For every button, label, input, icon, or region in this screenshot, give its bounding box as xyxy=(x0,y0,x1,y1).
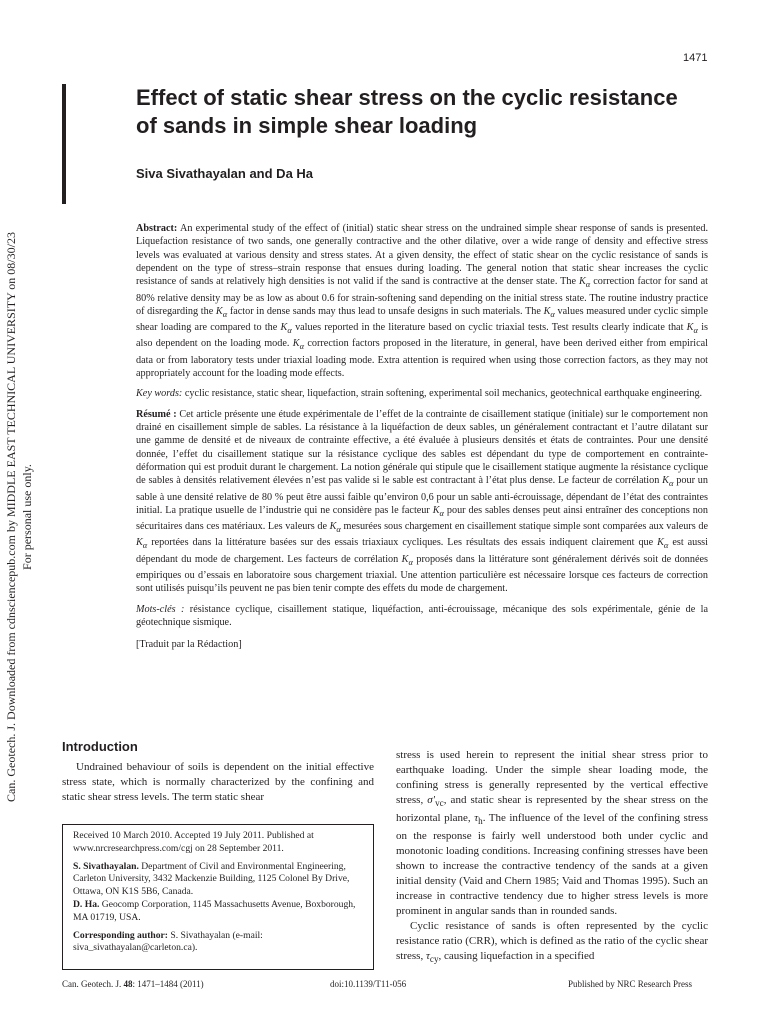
body-column-right xyxy=(396,748,708,968)
author-affiliation-2: D. Ha. xyxy=(73,898,100,910)
authors: Siva Sivathayalan and Da Ha xyxy=(136,166,314,181)
personal-use-notice: For personal use only. xyxy=(20,464,34,570)
intro-paragraph-1-continued: stress is used herein to represent the initial shear stress prior to earthquake loading. Under the simple shear loading mode, the confining stress is generally represented by the vertical effective stress, $\sigma'_{vc}$, and static shear is represented by the shear stress on the horizontal plane, $\tau_h$. The influence of the level of the confining stress on the response is fairly well understood both under cyclic and monotonic loading conditions. Increasing confining stresses have been shown to increase the contractive tendency of the sands at a given initial density (Vaid and Chern 1985; Vaid and Thomas 1995). Such an increase in contractive tendency due to higher stress levels is more prominent in angular sands than in rounded sands. xyxy=(396,749,708,918)
corresponding-author: Corresponding author: S. Sivathayalan (e-mail: siva_sivathayalan@carleton.ca). xyxy=(73,929,263,954)
abstract-block xyxy=(136,222,708,659)
footer-doi: doi:10.1139/T11-056 xyxy=(330,979,407,989)
abstract-label: Abstract: xyxy=(136,223,178,234)
keywords-label: Key words: xyxy=(136,388,183,400)
article-title: Effect of static shear stress on the cyclic resistance of sands in simple shear loading xyxy=(136,85,678,138)
title-accent-bar xyxy=(62,84,66,204)
article-info-box xyxy=(62,824,374,970)
body-column-left xyxy=(62,760,374,805)
abstract-en: Abstract: An experimental study of the effect of (initial) static shear stress on the undrained simple shear response of sands is presented. Liquefaction resistance of two sands, one generally contractive and the other dilative, over a wide range of density and effective stress levels was evaluated at various density and stress states. At a given density, the effect of static shear on the cyclic resistance of sands is dependent on the type of stress–strain response that ensues during loading. The general notion that static shear increases the cyclic resistance of sands at relatively high densities is not valid if the sand is contractive at the denser state. The $K_\alpha$ correction factor for sand at 80% relative density may be as low as about 0.6 for strain-softening sand depending on the initial stress state. The routine industry practice of disregarding the $K_\alpha$ factor in dense sands may thus lead to unsafe designs in such materials. The $K_\alpha$ values measured under cyclic simple shear loading are compared to the $K_\alpha$ values reported in the literature based on cyclic triaxial tests. Test results clearly indicate that $K_\alpha$ is also dependent on the loading mode. $K_\alpha$ correction factors proposed in the literature, in general, have been derived either from empirical data or from laboratory tests under triaxial loading mode. Extra attention is required when using those correction factors, as they may not appropriately account for the loading mode effects. xyxy=(136,223,708,380)
resume-fr: Résumé : Cet article présente une étude expérimentale de l’effet de la contrainte de cisaillement statique (initiale) sur le comportement non drainé en cisaillement simple de sables. La résistance à la liquéfaction de deux sables, un généralement contractant et l’autre dilatant sur une gamme de densité et de niveaux de contrainte effective, a été évaluée à plusieurs densités et états de contraintes. Pour une densité donnée, l’effet du cisaillement statique sur la résistance cyclique des sables est dépendant du type de comportement en contrainte-déformation qui est produit durant le chargement. La notion générale qui stipule que le cisaillement statique augmente la résistance cyclique de sables à densités relativement élevées n’est pas valide si le sable est contractant à l’état plus dense. Le facteur de corrélation $K_\alpha$ pour un sable à une densité relative de 80 % peut être aussi faible qu’environ 0,6 pour un sable anti-écrouissage, dépendant de l’état des contraintes initial. La pratique usuelle de l’industrie qui ne considère pas le facteur $K_\alpha$ pour des sables denses peut ainsi entraîner des conceptions non sécuritaires dans ces matériaux. Les valeurs de $K_\alpha$ mesurées sous chargement en cisaillement statique simple sont comparées aux valeurs de $K_\alpha$ reportées dans la littérature basées sur des essais triaxiaux cycliques. Les résultats des essais indiquent clairement que $K_\alpha$ est aussi dépendant du mode de chargement. Les facteurs de corrélation $K_\alpha$ proposés dans la littérature sont généralement dérivés soit de données empiriques ou d’essais en laboratoire sous chargement triaxial. Une attention particulière est nécessaire lorsque ces facteurs de correction sont utilisés puisqu’ils peuvent ne pas bien tenir compte des effets du mode de chargement. xyxy=(136,408,708,595)
footer-citation: Can. Geotech. J. 48: 1471–1484 (2011) xyxy=(62,979,204,989)
resume-label: Résumé : xyxy=(136,408,177,420)
mots-cles-label: Mots-clés : xyxy=(136,603,185,615)
keywords-en: Key words: cyclic resistance, static shear, liquefaction, strain softening, experimental soil mechanics, geotechnical earthquake engineering. xyxy=(136,388,703,400)
page-number: 1471 xyxy=(683,52,708,64)
keywords-fr: Mots-clés : résistance cyclique, cisaillement statique, liquéfaction, anti-écrouissage, mécanique des sols expérimentale, génie de la géotechnique sismique. xyxy=(136,603,708,628)
author-affiliation-1: S. Sivathayalan. Department of Civil and Environmental Engineering, Carleton University, 3432 Mackenzie Building, 1125 Colonel By Drive, Ottawa, ON K1S 5B6, Canada. D. Ha. Geocomp Corporation, 1145 Massachusetts Avenue, Boxborough, MA 01719, USA. xyxy=(73,860,356,923)
footer-publisher: Published by NRC Research Press xyxy=(568,979,692,989)
section-heading-introduction: Introduction xyxy=(62,739,138,754)
intro-paragraph-1: Undrained behaviour of soils is dependent on the initial effective stress state, which is normally characterized by the confining and static shear stress levels. The term static shear xyxy=(62,761,374,803)
download-notice: Can. Geotech. J. Downloaded from cdnsciencepub.com by MIDDLE EAST TECHNICAL UNIVERSITY on 08/30/23 xyxy=(4,232,18,802)
received-dates: Received 10 March 2010. Accepted 19 July 2011. Published at www.nrcresearchpress.com/cgj on 28 September 2011. xyxy=(73,830,314,854)
intro-paragraph-2: Cyclic resistance of sands is often represented by the cyclic resistance ratio (CRR), which is defined as the ratio of the cyclic shear stress, $\tau_{cy}$, causing liquefaction in a specified xyxy=(396,920,708,965)
translation-note: [Traduit par la Rédaction] xyxy=(136,639,242,651)
